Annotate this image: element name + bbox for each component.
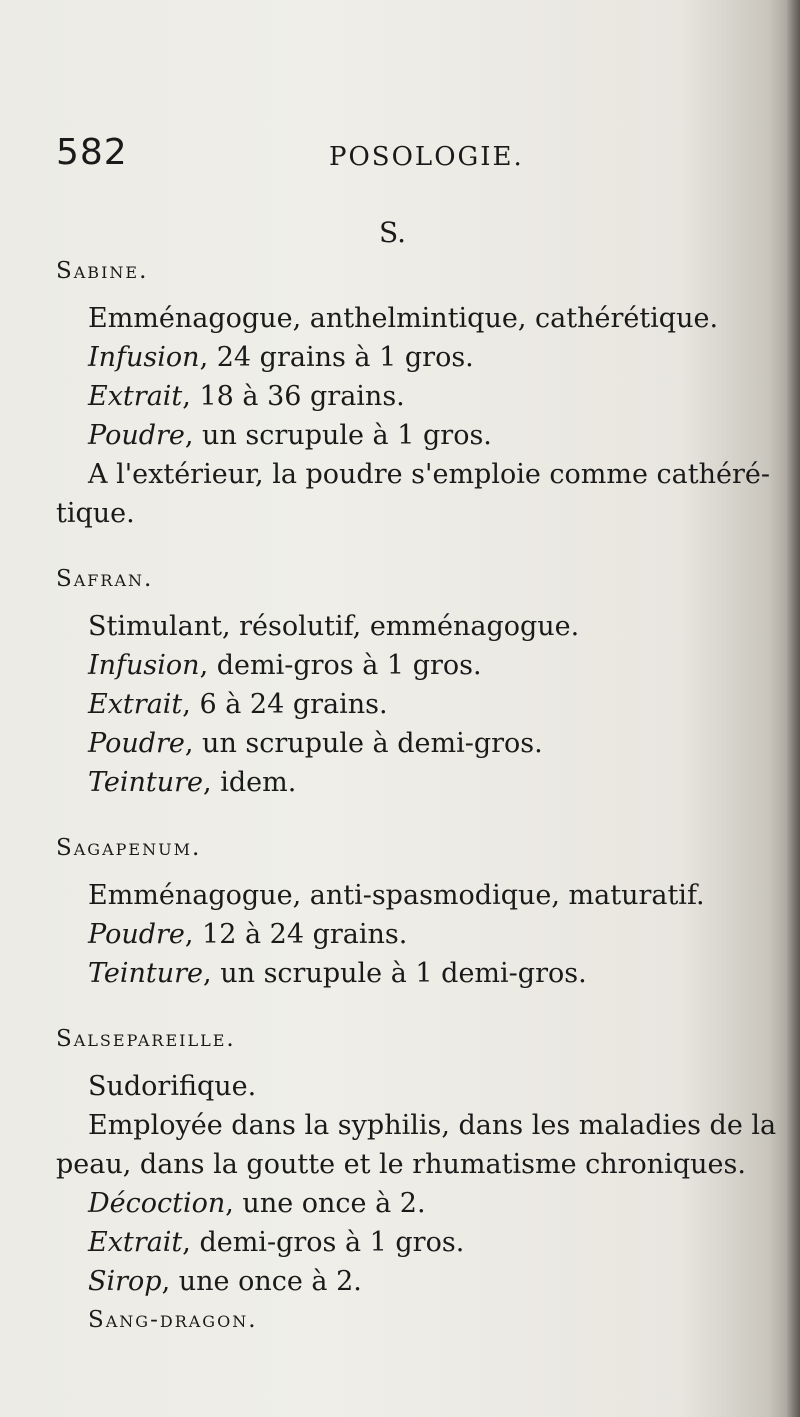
dosage-text: , 18 à 36 grains. <box>182 381 405 412</box>
dosage-line <box>56 915 746 954</box>
dosage-line <box>56 724 746 763</box>
preparation-form: Poudre <box>88 420 185 451</box>
preparation-form: Sirop <box>88 1266 162 1297</box>
entries-list <box>56 250 777 1365</box>
preparation-form: Extrait <box>88 689 183 720</box>
dosage-text: , un scrupule à demi-gros. <box>184 728 543 759</box>
running-title: POSOLOGIE. <box>329 142 524 172</box>
preparation-form: Teinture <box>88 958 204 989</box>
entry-heading: Salsepareille. <box>56 1026 236 1052</box>
catchword: Sang-dragon. <box>88 1307 258 1333</box>
entry-heading: Safran. <box>56 566 154 592</box>
preparation-form: Infusion <box>88 342 200 373</box>
dosage-text: , 24 grains à 1 gros. <box>199 342 474 373</box>
dosage-text: , 6 à 24 grains. <box>182 689 388 720</box>
note-line: A l'extérieur, la poudre s'emploie comme cathéré- <box>88 459 771 490</box>
preparation-form: Infusion <box>88 650 200 681</box>
dosage-line <box>56 763 746 802</box>
dosage-text: , un scrupule à 1 demi-gros. <box>203 958 587 989</box>
page-edge-shadow <box>786 0 800 1417</box>
dosage-text: , une once à 2. <box>225 1188 426 1219</box>
page-number: 582 <box>56 132 128 173</box>
dosage-line <box>56 1184 746 1223</box>
usage-line-continued: peau, dans la goutte et le rhumatisme chroniques. <box>56 1149 746 1180</box>
entry-properties: Sudorifique. <box>88 1071 257 1102</box>
section-letter: S. <box>379 216 407 249</box>
entry-sabine <box>56 250 771 533</box>
dosage-line <box>56 685 746 724</box>
dosage-text: , idem. <box>203 767 297 798</box>
dosage-line <box>56 416 746 455</box>
dosage-text: , un scrupule à 1 gros. <box>184 420 492 451</box>
usage-line: Employée dans la syphilis, dans les maladies de la <box>88 1110 777 1141</box>
entry-heading: Sabine. <box>56 258 149 284</box>
preparation-form: Poudre <box>88 919 185 950</box>
entry-properties: Stimulant, résolutif, emménagogue. <box>88 611 580 642</box>
entry-salsepareille <box>56 1018 777 1340</box>
note-line-continued: tique. <box>56 498 135 529</box>
running-head <box>56 132 696 182</box>
dosage-line <box>56 1262 746 1301</box>
dosage-text: , demi-gros à 1 gros. <box>182 1227 465 1258</box>
preparation-form: Décoction <box>88 1188 226 1219</box>
dosage-line <box>56 954 746 993</box>
dosage-text: , 12 à 24 grains. <box>184 919 408 950</box>
dosage-line <box>56 338 746 377</box>
dosage-line <box>56 377 746 416</box>
entry-properties: Emménagogue, anti-spasmodique, maturatif. <box>88 880 705 911</box>
entry-sagapenum <box>56 827 746 993</box>
entry-heading: Sagapenum. <box>56 835 202 861</box>
dosage-text: , une once à 2. <box>161 1266 362 1297</box>
entry-safran <box>56 558 746 802</box>
preparation-form: Extrait <box>88 381 183 412</box>
preparation-form: Teinture <box>88 767 204 798</box>
dosage-line <box>56 646 746 685</box>
dosage-text: , demi-gros à 1 gros. <box>199 650 482 681</box>
dosage-line <box>56 1223 746 1262</box>
preparation-form: Poudre <box>88 728 185 759</box>
entry-properties: Emménagogue, anthelmintique, cathérétique. <box>88 303 719 334</box>
preparation-form: Extrait <box>88 1227 183 1258</box>
